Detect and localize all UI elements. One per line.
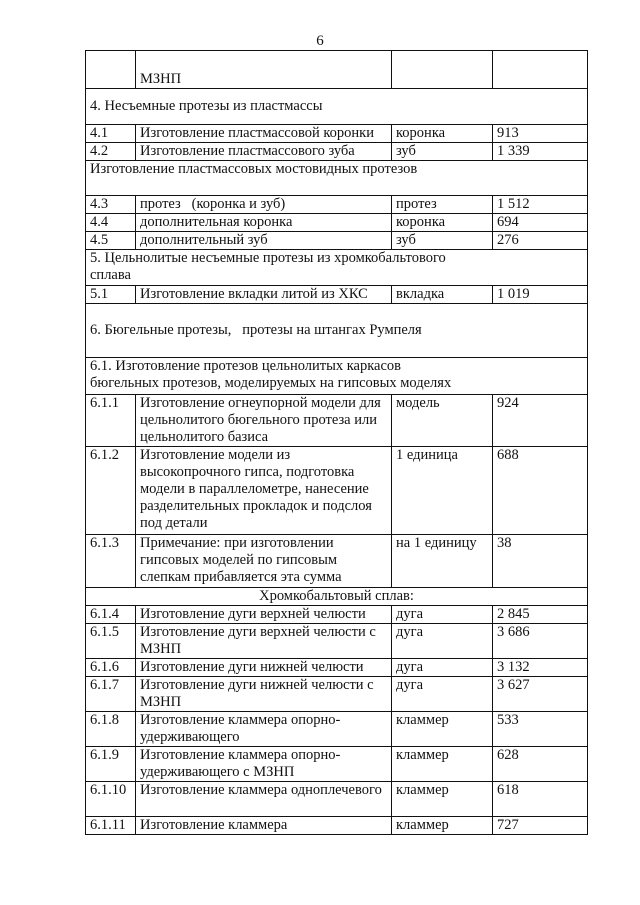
table-row bbox=[86, 232, 588, 250]
section-row bbox=[86, 250, 588, 286]
table-row bbox=[86, 624, 588, 659]
row-number: 4.1 bbox=[86, 125, 136, 143]
price-cell: 924 bbox=[493, 395, 588, 447]
section-row bbox=[86, 89, 588, 125]
table-row bbox=[86, 677, 588, 712]
section-heading: 5. Цельнолитые несъемные протезы из хромкобальтового сплава bbox=[86, 250, 588, 286]
row-number: 6.1.4 bbox=[86, 606, 136, 624]
service-name: дополнительная коронка bbox=[136, 214, 392, 232]
unit-cell bbox=[392, 51, 493, 89]
service-name: Изготовление огнеупорной модели для цельнолитого бюгельного протеза или цельнолитого базиса bbox=[136, 395, 392, 447]
unit-cell: кламмер bbox=[392, 747, 493, 782]
unit-cell: кламмер bbox=[392, 817, 493, 835]
unit-cell: кламмер bbox=[392, 782, 493, 817]
price-cell: 3 686 bbox=[493, 624, 588, 659]
price-cell: 533 bbox=[493, 712, 588, 747]
row-number: 6.1.8 bbox=[86, 712, 136, 747]
price-cell: 3 627 bbox=[493, 677, 588, 712]
service-name: МЗНП bbox=[136, 51, 392, 89]
price-cell: 628 bbox=[493, 747, 588, 782]
service-name: Изготовление дуги нижней челюсти bbox=[136, 659, 392, 677]
section-heading: 6.1. Изготовление протезов цельнолитых каркасов бюгельных протезов, моделируемых на гипсовых моделях bbox=[86, 358, 588, 395]
service-name: Изготовление дуги верхней челюсти bbox=[136, 606, 392, 624]
unit-cell: дуга bbox=[392, 624, 493, 659]
price-cell: 1 512 bbox=[493, 196, 588, 214]
row-number: 6.1.6 bbox=[86, 659, 136, 677]
alloy-subheading: Хромкобальтовый сплав: bbox=[86, 588, 588, 606]
unit-cell: модель bbox=[392, 395, 493, 447]
table-row bbox=[86, 712, 588, 747]
price-table bbox=[85, 50, 588, 835]
row-number: 4.3 bbox=[86, 196, 136, 214]
row-number: 6.1.7 bbox=[86, 677, 136, 712]
unit-cell: дуга bbox=[392, 606, 493, 624]
service-name: Изготовление кламмера bbox=[136, 817, 392, 835]
service-name: Изготовление пластмассового зуба bbox=[136, 143, 392, 161]
service-name: протез (коронка и зуб) bbox=[136, 196, 392, 214]
unit-cell: протез bbox=[392, 196, 493, 214]
price-cell: 688 bbox=[493, 447, 588, 535]
price-cell: 727 bbox=[493, 817, 588, 835]
price-cell bbox=[493, 51, 588, 89]
price-cell: 38 bbox=[493, 535, 588, 588]
unit-cell: дуга bbox=[392, 677, 493, 712]
row-number: 4.2 bbox=[86, 143, 136, 161]
row-number: 6.1.2 bbox=[86, 447, 136, 535]
unit-cell: зуб bbox=[392, 143, 493, 161]
unit-cell: зуб bbox=[392, 232, 493, 250]
row-number: 6.1.3 bbox=[86, 535, 136, 588]
price-cell: 913 bbox=[493, 125, 588, 143]
row-number: 6.1.11 bbox=[86, 817, 136, 835]
row-number: 5.1 bbox=[86, 286, 136, 304]
page-number: 6 bbox=[316, 33, 324, 49]
table-row bbox=[86, 214, 588, 232]
unit-cell: дуга bbox=[392, 659, 493, 677]
service-name: Изготовление кламмера опорно-удерживающего с МЗНП bbox=[136, 747, 392, 782]
section-row bbox=[86, 304, 588, 358]
subheading-row bbox=[86, 588, 588, 606]
table-row bbox=[86, 447, 588, 535]
row-number: 4.5 bbox=[86, 232, 136, 250]
price-cell: 276 bbox=[493, 232, 588, 250]
section-heading: Изготовление пластмассовых мостовидных протезов bbox=[86, 161, 588, 196]
service-name: Изготовление модели из высокопрочного гипса, подготовка модели в параллелометре, нанесение разделительных прокладок и подслоя под детали bbox=[136, 447, 392, 535]
table-row bbox=[86, 659, 588, 677]
service-name: Изготовление пластмассовой коронки bbox=[136, 125, 392, 143]
service-name: Изготовление кламмера одноплечевого bbox=[136, 782, 392, 817]
table-row bbox=[86, 196, 588, 214]
price-cell: 1 019 bbox=[493, 286, 588, 304]
unit-cell: коронка bbox=[392, 125, 493, 143]
section-heading: 6. Бюгельные протезы, протезы на штангах Румпеля bbox=[86, 304, 588, 358]
table-row bbox=[86, 747, 588, 782]
unit-cell: коронка bbox=[392, 214, 493, 232]
row-number: 4.4 bbox=[86, 214, 136, 232]
table-row bbox=[86, 395, 588, 447]
table-row bbox=[86, 782, 588, 817]
table-row bbox=[86, 535, 588, 588]
price-cell: 694 bbox=[493, 214, 588, 232]
row-number: 6.1.9 bbox=[86, 747, 136, 782]
table-row bbox=[86, 125, 588, 143]
price-cell: 618 bbox=[493, 782, 588, 817]
unit-cell: 1 единица bbox=[392, 447, 493, 535]
service-name: дополнительный зуб bbox=[136, 232, 392, 250]
unit-cell: вкладка bbox=[392, 286, 493, 304]
service-name: Примечание: при изготовлении гипсовых моделей по гипсовым слепкам прибавляется эта сумма bbox=[136, 535, 392, 588]
service-name: Изготовление дуги верхней челюсти с МЗНП bbox=[136, 624, 392, 659]
price-cell: 1 339 bbox=[493, 143, 588, 161]
row-number: 6.1.1 bbox=[86, 395, 136, 447]
table-row bbox=[86, 51, 588, 89]
service-name: Изготовление кламмера опорно-удерживающего bbox=[136, 712, 392, 747]
row-number: 6.1.10 bbox=[86, 782, 136, 817]
unit-cell: кламмер bbox=[392, 712, 493, 747]
table-row bbox=[86, 286, 588, 304]
price-cell: 3 132 bbox=[493, 659, 588, 677]
row-number: 6.1.5 bbox=[86, 624, 136, 659]
section-heading: 4. Несъемные протезы из пластмассы bbox=[86, 89, 588, 125]
unit-cell: на 1 единицу bbox=[392, 535, 493, 588]
service-name: Изготовление вкладки литой из ХКС bbox=[136, 286, 392, 304]
service-name: Изготовление дуги нижней челюсти с МЗНП bbox=[136, 677, 392, 712]
section-row bbox=[86, 161, 588, 196]
table-row bbox=[86, 606, 588, 624]
section-row bbox=[86, 358, 588, 395]
price-cell: 2 845 bbox=[493, 606, 588, 624]
table-row bbox=[86, 143, 588, 161]
table-row bbox=[86, 817, 588, 835]
row-number bbox=[86, 51, 136, 89]
